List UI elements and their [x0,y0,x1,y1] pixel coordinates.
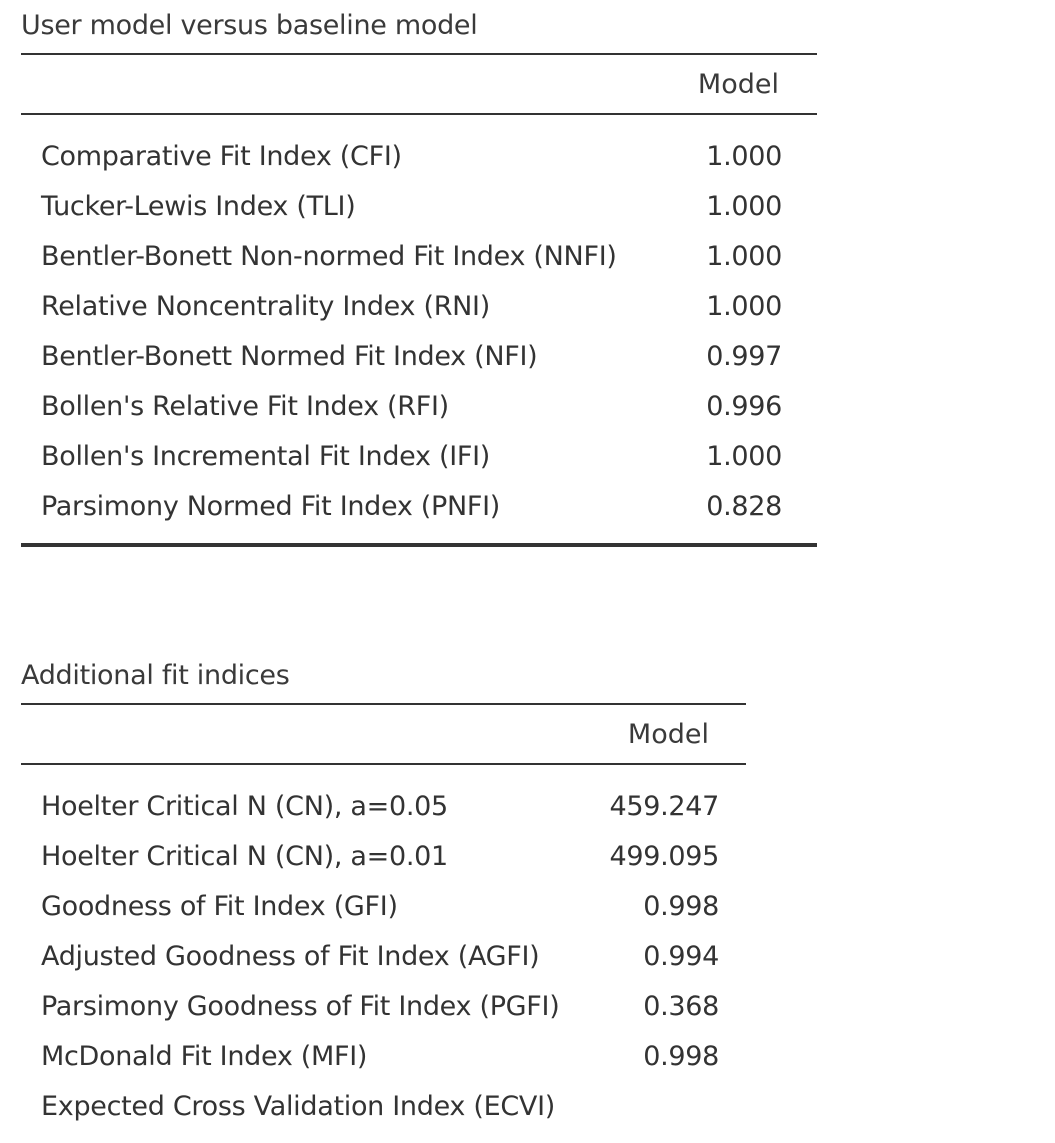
row-value: 1.000 [706,190,782,222]
row-label: Hoelter Critical N (CN), a=0.05 [41,790,448,822]
table-row [21,114,817,181]
table-row [21,381,817,431]
fit-table-additional [21,660,746,1143]
fit-table-baseline [21,10,817,547]
row-value: 0.368 [643,990,719,1022]
table-row [21,331,817,381]
table-row [21,281,817,331]
row-label: Expected Cross Validation Index (ECVI) [41,1090,555,1122]
row-value: 459.247 [609,790,719,822]
row-value: 1.000 [706,240,782,272]
table-row [21,1031,746,1081]
row-label: Adjusted Goodness of Fit Index (AGFI) [41,940,540,972]
fit-table [21,703,746,1143]
row-value: 0.828 [684,481,817,545]
row-value: 0.997 [706,340,782,372]
table-row [21,1081,746,1143]
header-blank-cell [21,704,599,764]
row-label: McDonald Fit Index (MFI) [41,1040,368,1072]
column-header-model: Model [684,54,817,114]
row-label: Bentler-Bonett Normed Fit Index (NFI) [41,340,538,372]
table-row [21,981,746,1031]
row-label: Comparative Fit Index (CFI) [41,140,402,172]
row-value: 0.996 [706,390,782,422]
row-label: Tucker-Lewis Index (TLI) [41,190,356,222]
row-label: Bentler-Bonett Non-normed Fit Index (NNFI) [41,240,617,272]
row-value: 0.994 [643,940,719,972]
row-label: Bollen's Relative Fit Index (RFI) [41,390,449,422]
row-value: 1.000 [706,290,782,322]
fit-table [21,53,817,547]
table-row [21,231,817,281]
row-label: Parsimony Normed Fit Index (PNFI) [21,481,684,545]
row-label: Bollen's Incremental Fit Index (IFI) [41,440,490,472]
row-value: 0.998 [643,1040,719,1072]
table-header-row [21,54,817,114]
row-value: 1.000 [706,140,782,172]
row-label: Hoelter Critical N (CN), a=0.01 [41,840,448,872]
table-title: User model versus baseline model [21,10,478,41]
row-label: Parsimony Goodness of Fit Index (PGFI) [41,990,560,1022]
table-header-row [21,704,746,764]
table-row [21,431,817,481]
row-label: Goodness of Fit Index (GFI) [41,890,398,922]
row-label: Relative Noncentrality Index (RNI) [41,290,490,322]
row-value: 499.095 [609,840,719,872]
table-row [21,881,746,931]
table-row [21,181,817,231]
table-title: Additional fit indices [21,660,290,691]
row-value: 1.000 [706,440,782,472]
row-value [599,1081,746,1143]
column-header-model: Model [599,704,746,764]
header-blank-cell [21,54,684,114]
table-row [21,831,746,881]
table-row [21,931,746,981]
table-row [21,481,817,545]
row-value: 0.998 [643,890,719,922]
table-row [21,764,746,831]
